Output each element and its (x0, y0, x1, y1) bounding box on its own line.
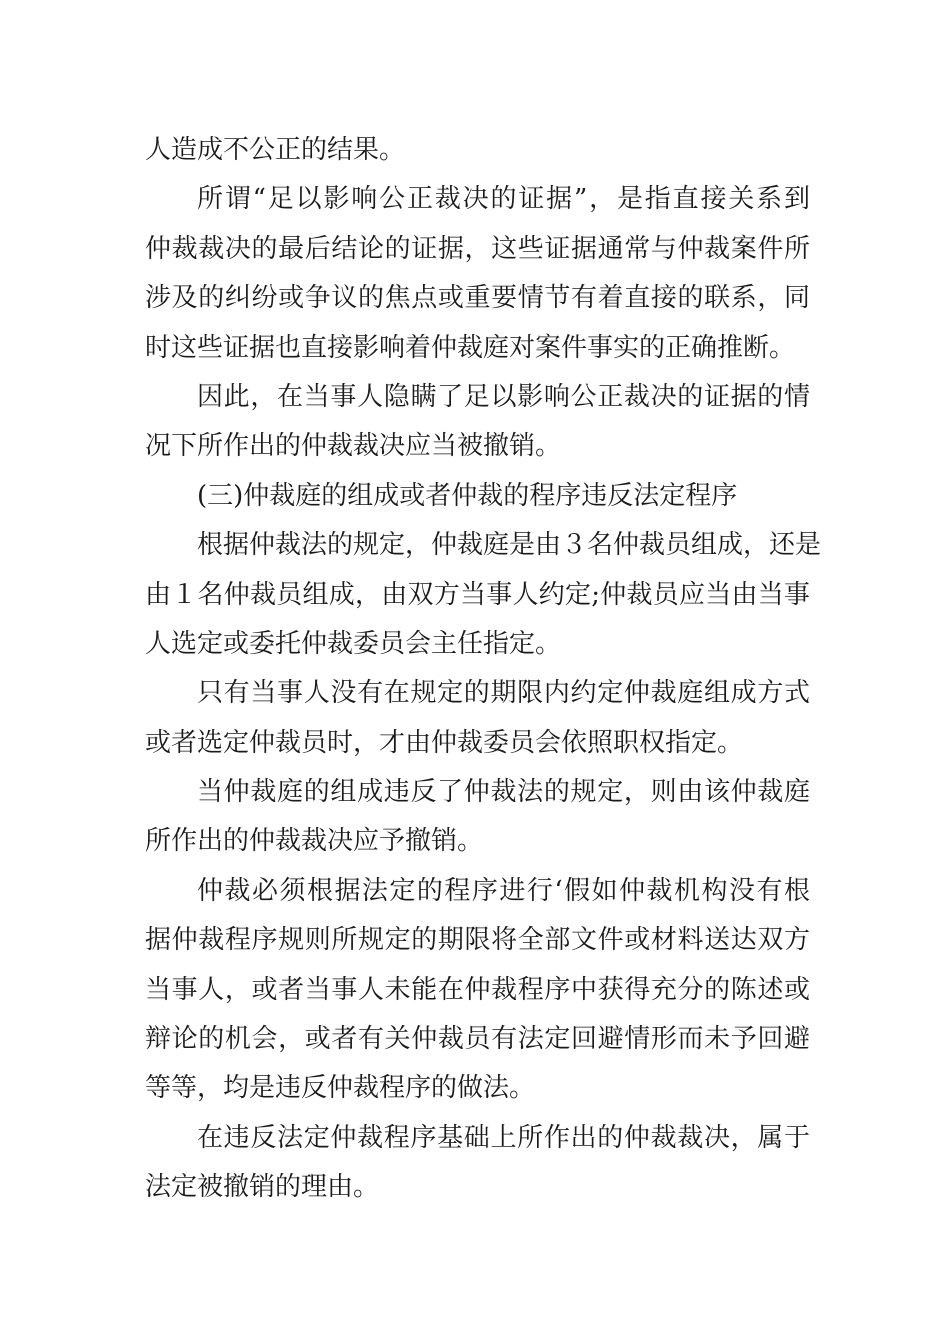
text-line: 所作出的仲裁裁决应予撤销。 (145, 826, 484, 857)
text-line: 据仲裁程序规则所规定的期限将全部文件或材料送达双方 (145, 925, 810, 956)
text-line: 仲裁必须根据法定的程序进行‘假如仲裁机构没有根 (197, 875, 810, 906)
text-line: 或者选定仲裁员时，才由仲裁委员会依照职权指定。 (145, 727, 744, 758)
text-line: 根据仲裁法的规定，仲裁庭是由３名仲裁员组成，还是 (197, 530, 822, 561)
text-line: 人选定或委托仲裁委员会主任指定。 (145, 628, 562, 659)
text-line: 辩论的机会，或者有关仲裁员有法定回避情形而未予回避 (145, 1024, 810, 1055)
text-line: 仲裁裁决的最后结论的证据，这些证据通常与仲裁案件所 (145, 233, 810, 264)
section-heading: (三)仲裁庭的组成或者仲裁的程序违反法定程序 (197, 480, 738, 511)
body-text (145, 126, 822, 1213)
text-line: 由１名仲裁员组成，由双方当事人约定;仲裁员应当由当事 (145, 579, 810, 610)
text-line: 等等，均是违反仲裁程序的做法。 (145, 1073, 536, 1104)
text-line: 况下所作出的仲裁裁决应当被撤销。 (145, 431, 562, 462)
text-line: 涉及的纠纷或争议的焦点或重要情节有着直接的联系，同 (145, 283, 810, 314)
text-line: 人造成不公正的结果。 (145, 135, 406, 165)
text-line: 时这些证据也直接影响着仲裁庭对案件事实的正确推断。 (145, 332, 796, 363)
text-line: 在违反法定仲裁程序基础上所作出的仲裁裁决，属于 (197, 1122, 810, 1153)
text-line: 法定被撤销的理由。 (145, 1172, 380, 1203)
text-line: 所谓“足以影响公正裁决的证据”，是指直接关系到 (197, 184, 810, 215)
text-line: 只有当事人没有在规定的期限内约定仲裁庭组成方式 (197, 678, 810, 709)
text-line: 因此，在当事人隐瞒了足以影响公正裁决的证据的情 (197, 381, 810, 412)
text-line: 当事人，或者当事人未能在仲裁程序中获得充分的陈述或 (145, 974, 810, 1005)
text-line: 当仲裁庭的组成违反了仲裁法的规定，则由该仲裁庭 (197, 777, 810, 808)
